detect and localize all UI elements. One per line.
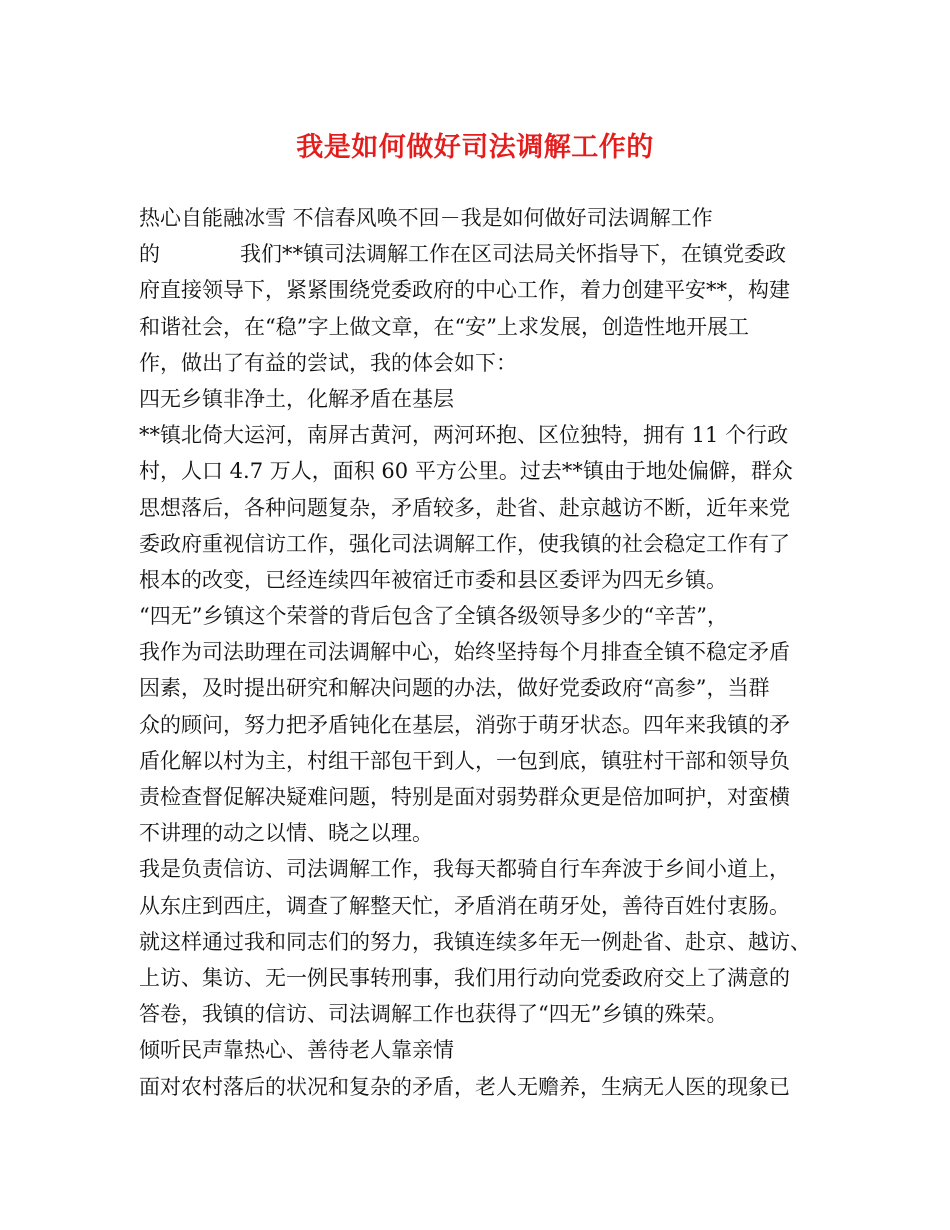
text-line: 村，人口 4.7 万人，面积 60 平方公里。过去**镇由于地处偏僻，群众	[139, 459, 793, 484]
text-line: 就这样通过我和同志们的努力，我镇连续多年无一例赴省、赴京、越访、	[139, 929, 811, 954]
section-heading: 倾听民声靠热心、善待老人靠亲情	[139, 1038, 454, 1063]
text-line: 面对农村落后的状况和复杂的矛盾，老人无赡养，生病无人医的现象已	[139, 1074, 790, 1099]
text-line: 委政府重视信访工作，强化司法调解工作，使我镇的社会稳定工作有了	[139, 531, 790, 556]
text-line: “四无”乡镇这个荣誉的背后包含了全镇各级领导多少的“辛苦”，	[139, 604, 728, 629]
text-line: 答卷，我镇的信访、司法调解工作也获得了“四无”乡镇的殊荣。	[139, 1002, 728, 1027]
text-line: 不讲理的动之以情、晓之以理。	[139, 821, 433, 846]
document-body	[139, 200, 819, 1105]
text-line-with-gap	[139, 236, 819, 272]
text-line: 府直接领导下，紧紧围绕党委政府的中心工作，着力创建平安**，构建	[139, 278, 790, 303]
text-line: 作，做出了有益的尝试，我的体会如下：	[139, 350, 517, 375]
text-fragment: 的	[139, 242, 160, 267]
text-line: 上访、集访、无一例民事转刑事，我们用行动向党委政府交上了满意的	[139, 965, 790, 990]
text-line: 热心自能融冰雪 不信春风唤不回－我是如何做好司法调解工作	[139, 206, 713, 230]
text-line: 众的顾问，努力把矛盾钝化在基层，消弥于萌牙状态。四年来我镇的矛	[139, 712, 790, 737]
text-line: 和谐社会，在“稳”字上做文章，在“安”上求发展，创造性地开展工	[139, 314, 749, 339]
document-title: 我是如何做好司法调解工作的	[296, 132, 654, 163]
text-line: **镇北倚大运河，南屏古黄河，两河环抱、区位独特，拥有 11 个行政	[139, 423, 789, 448]
text-line: 我作为司法助理在司法调解中心，始终坚持每个月排查全镇不稳定矛盾	[139, 640, 790, 665]
text-line: 盾化解以村为主，村组干部包干到人，一包到底，镇驻村干部和领导负	[139, 748, 790, 773]
section-heading: 四无乡镇非净土，化解矛盾在基层	[139, 386, 454, 411]
text-line: 我是负责信访、司法调解工作，我每天都骑自行车奔波于乡间小道上，	[139, 857, 790, 882]
text-line: 根本的改变，已经连续四年被宿迁市委和县区委评为四无乡镇。	[139, 567, 727, 592]
text-line: 因素，及时提出研究和解决问题的办法，做好党委政府“高参”，当群	[139, 676, 770, 701]
text-line: 思想落后，各种问题复杂，矛盾较多，赴省、赴京越访不断，近年来党	[139, 495, 790, 520]
text-line: 责检查督促解决疑难问题，特别是面对弱势群众更是倍加呵护，对蛮横	[139, 785, 790, 809]
text-fragment: 我们**镇司法调解工作在区司法局关怀指导下，在镇党委政	[240, 242, 786, 267]
text-line: 从东庄到西庄，调查了解整天忙，矛盾消在萌牙处，善待百姓付衷肠。	[139, 893, 790, 918]
